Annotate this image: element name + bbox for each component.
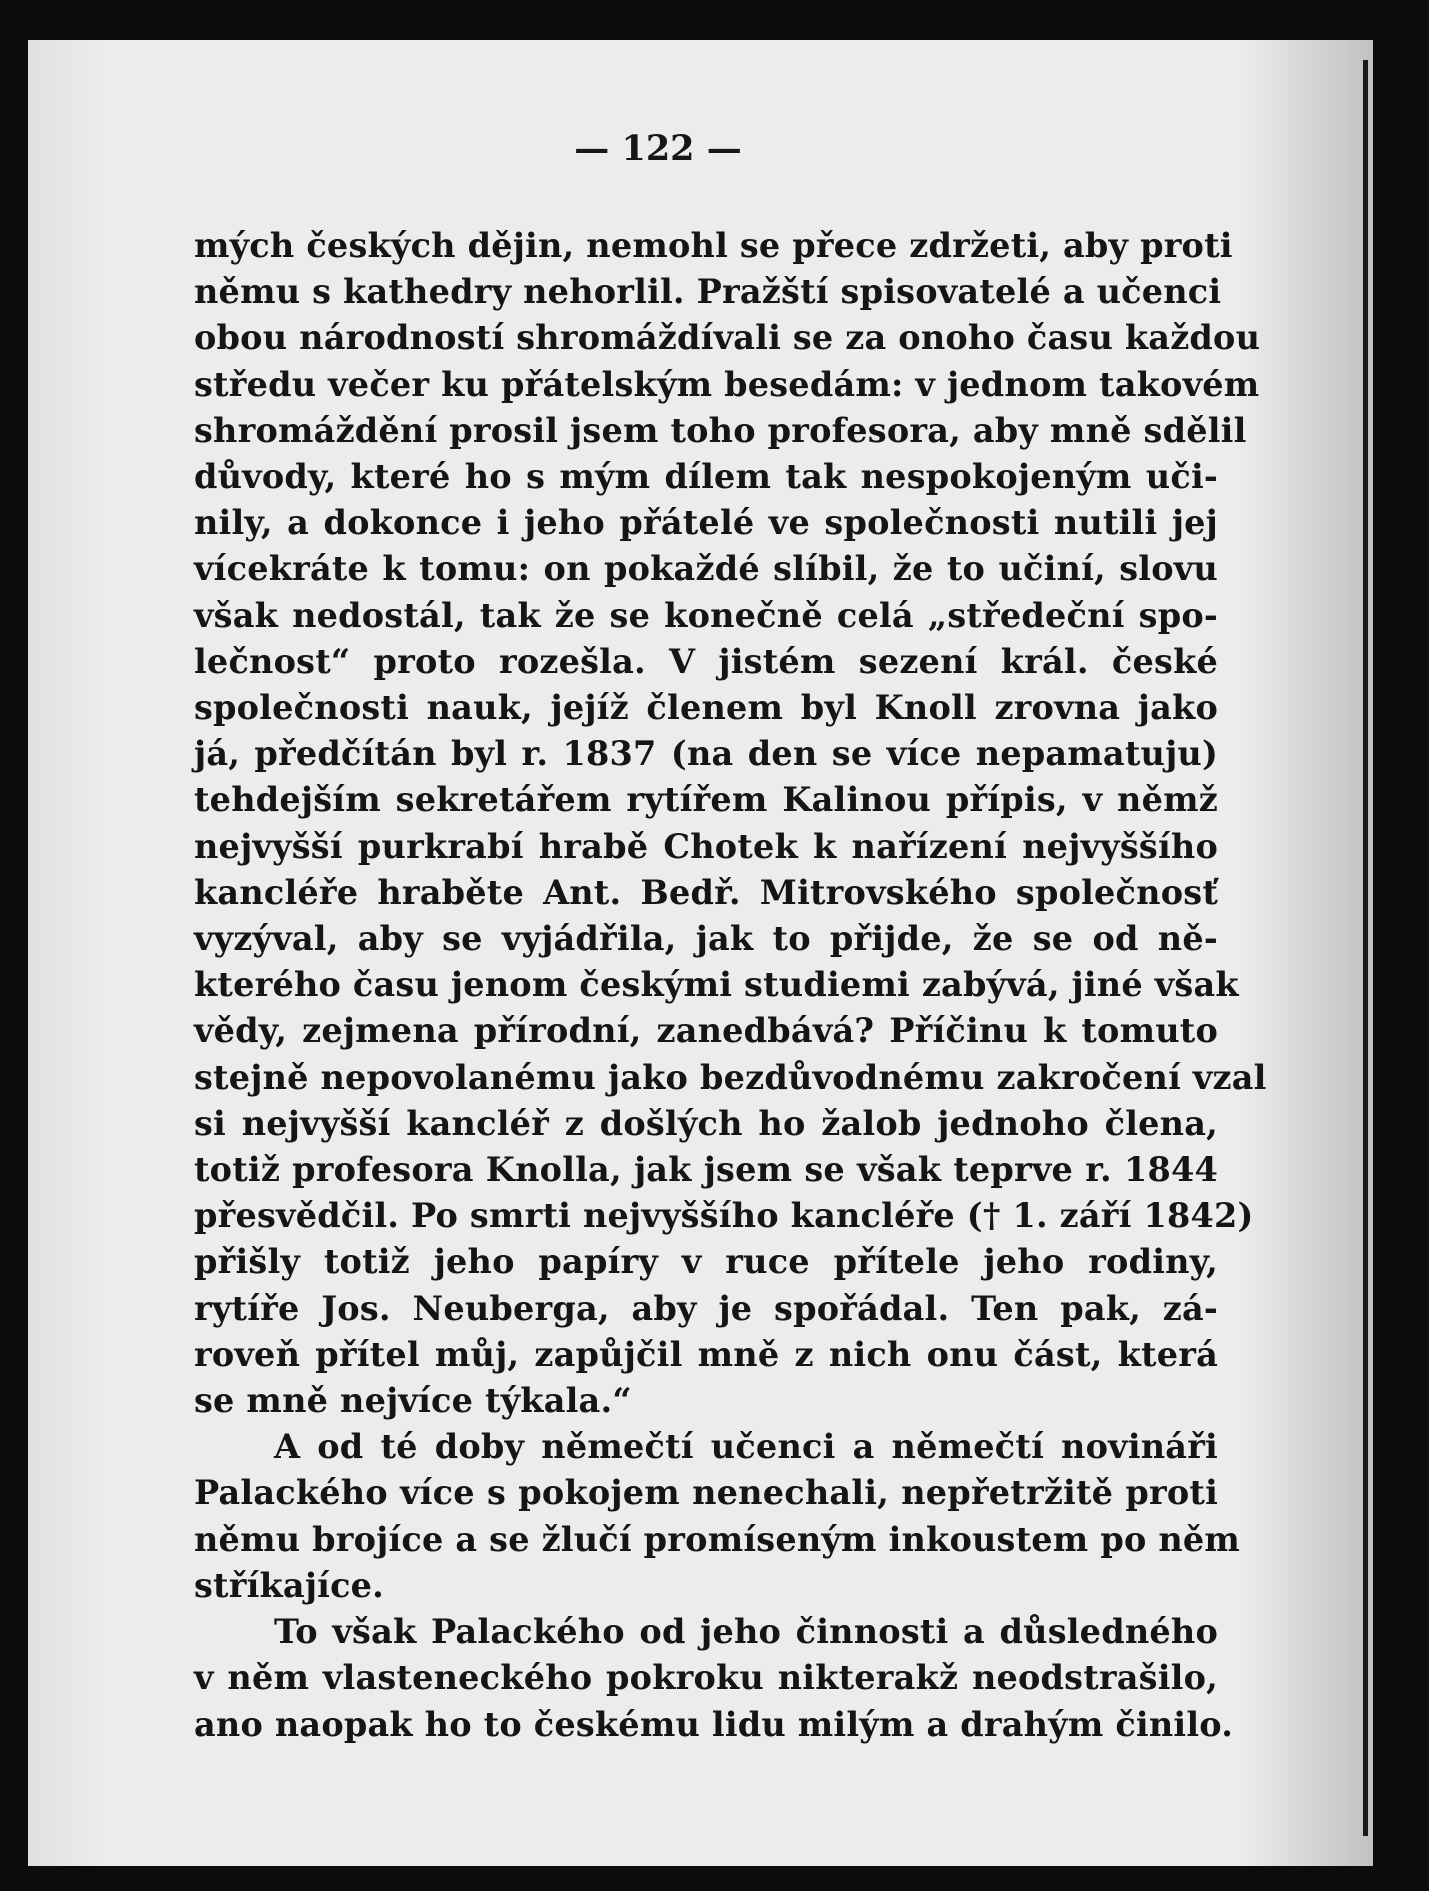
text-line: společnosti nauk, jejíž členem byl Knoll zrovna jako bbox=[194, 688, 1218, 728]
binding-edge bbox=[1363, 60, 1368, 1836]
text-line: kterého času jenom českými studiemi zabývá, jiné však bbox=[194, 965, 1239, 1005]
text-line: ano naopak ho to českému lidu milým a drahým činilo. bbox=[194, 1704, 1234, 1744]
text-line: si nejvyšší kancléř z došlých ho žalob jednoho člena, bbox=[194, 1103, 1218, 1143]
text-line: já, předčítán byl r. 1837 (na den se více nepamatuju) bbox=[194, 734, 1218, 774]
text-line: vědy, zejmena přírodní, zanedbává? Příčinu k tomuto bbox=[194, 1011, 1218, 1051]
text-line: mých českých dějin, nemohl se přece zdržeti, aby proti bbox=[194, 226, 1233, 265]
text-line: nejvyšší purkrabí hrabě Chotek k nařízení nejvyššího bbox=[194, 826, 1218, 866]
text-line: přesvědčil. Po smrti nejvyššího kancléře († 1. září 1842) bbox=[194, 1196, 1254, 1236]
text-line: se mně nejvíce týkala.“ bbox=[194, 1381, 632, 1421]
book-page bbox=[28, 40, 1373, 1866]
text-line: důvody, které ho s mým dílem tak nespokojeným uči- bbox=[194, 457, 1218, 497]
text-line: obou národností shromáždívali se za onoho času každou bbox=[194, 318, 1261, 358]
text-line: shromáždění prosil jsem toho profesora, aby mně sdělil bbox=[194, 410, 1247, 450]
paragraph-3 bbox=[194, 1609, 1234, 1748]
text-line: středu večer ku přátelským besedám: v jednom takovém bbox=[194, 364, 1260, 404]
text-line: lečnost“ proto rozešla. V jistém sezení král. české bbox=[194, 641, 1218, 681]
text-line: vícekráte k tomu: on pokaždé slíbil, že to učiní, slovu bbox=[194, 549, 1218, 589]
text-line: To však Palackého od jeho činnosti a důsledného bbox=[274, 1612, 1218, 1652]
text-line: roveň přítel můj, zapůjčil mně z nich onu část, která bbox=[194, 1334, 1218, 1374]
text-line: stejně nepovolanému jako bezdůvodnému zakročení vzal bbox=[194, 1057, 1267, 1097]
text-line: v něm vlasteneckého pokroku nikterakž neodstrašilo, bbox=[194, 1658, 1218, 1698]
text-line: rytíře Jos. Neuberga, aby je spořádal. Ten pak, zá- bbox=[194, 1288, 1218, 1328]
paragraph-1 bbox=[194, 223, 1267, 1424]
paragraph-2 bbox=[194, 1424, 1241, 1609]
text-line: němu s kathedry nehorlil. Pražští spisovatelé a učenci bbox=[194, 272, 1222, 312]
text-line: vyzýval, aby se vyjádřila, jak to přijde, že se od ně- bbox=[194, 919, 1218, 959]
page-number: — 122 — bbox=[574, 128, 742, 169]
text-line: přišly totiž jeho papíry v ruce přítele jeho rodiny, bbox=[194, 1242, 1218, 1282]
body-text bbox=[194, 223, 1267, 1748]
text-line: tehdejším sekretářem rytířem Kalinou přípis, v němž bbox=[194, 780, 1218, 820]
text-line: Palackého více s pokojem nenechali, nepřetržitě proti bbox=[194, 1473, 1218, 1513]
text-line: němu brojíce a se žlučí promíseným inkoustem po něm bbox=[194, 1519, 1241, 1559]
text-line: A od té doby němečtí učenci a němečtí novináři bbox=[274, 1427, 1218, 1467]
text-line: však nedostál, tak že se konečně celá „středeční spo- bbox=[194, 595, 1218, 635]
text-line: kancléře hraběte Ant. Bedř. Mitrovského společnosť bbox=[194, 872, 1218, 912]
text-line: stříkajíce. bbox=[194, 1565, 385, 1605]
text-line: nily, a dokonce i jeho přátelé ve společnosti nutili jej bbox=[194, 503, 1218, 543]
text-line: totiž profesora Knolla, jak jsem se však teprve r. 1844 bbox=[194, 1150, 1218, 1190]
